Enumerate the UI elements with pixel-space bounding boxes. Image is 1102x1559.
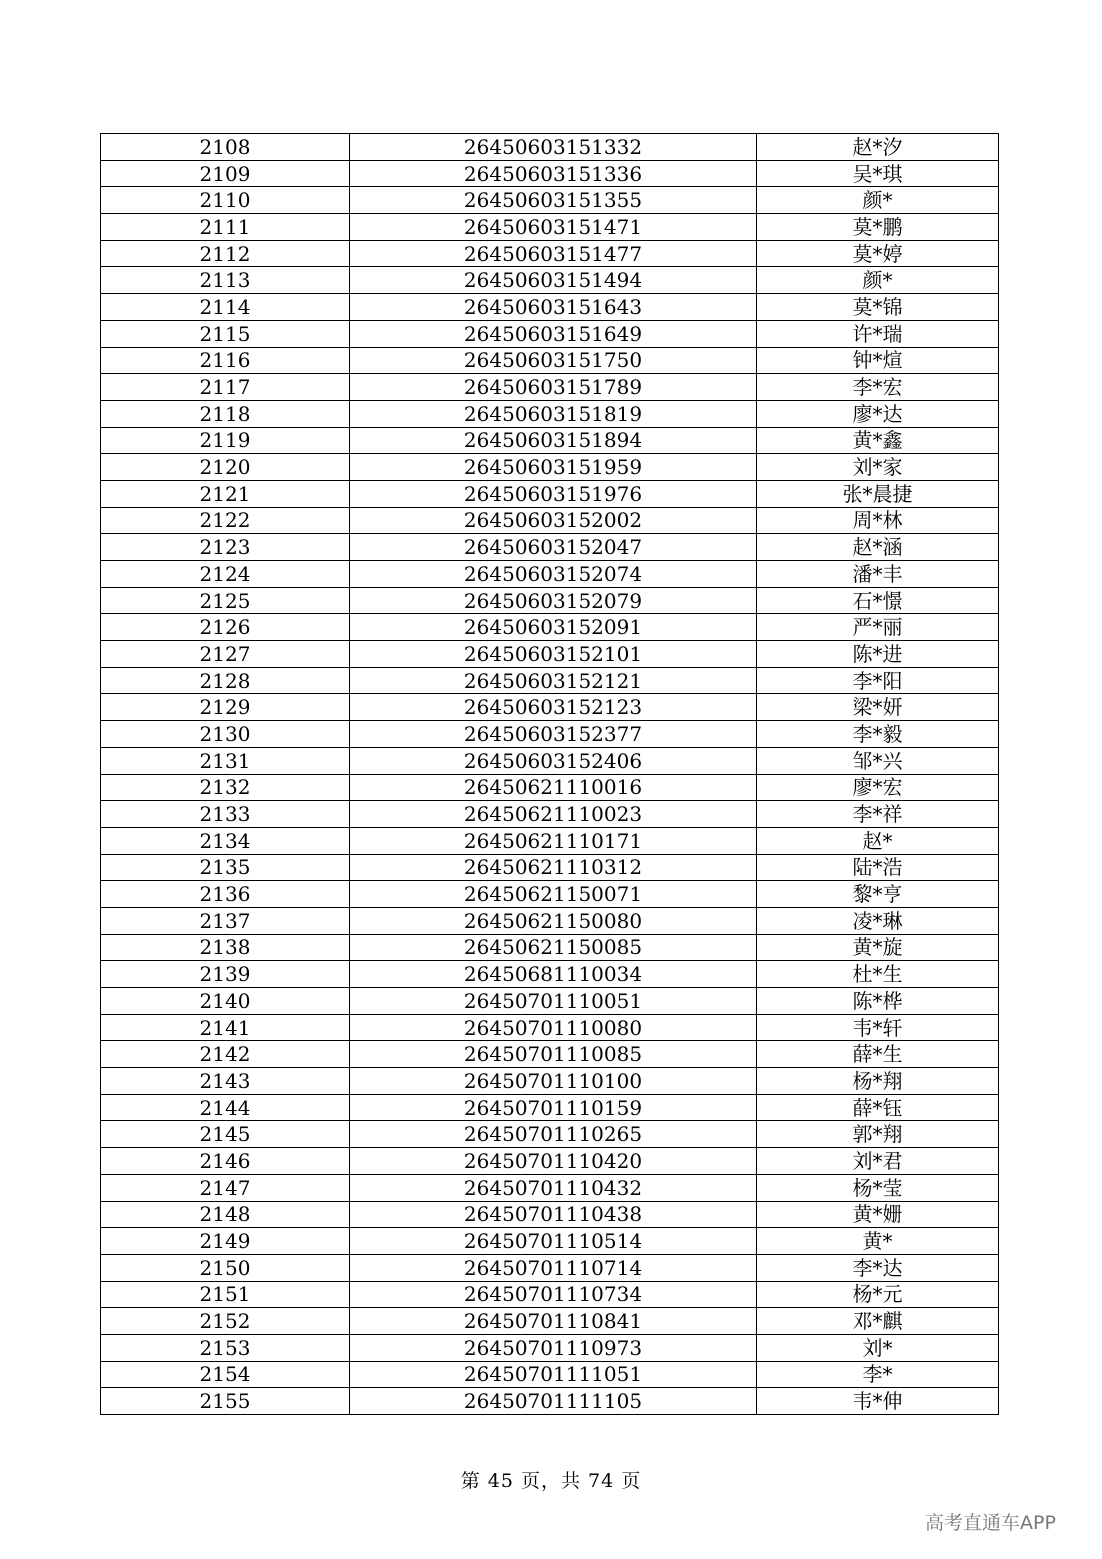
student-name-cell: 韦*轩 <box>757 1014 999 1041</box>
row-index-cell: 2121 <box>101 480 350 507</box>
table-row <box>101 934 999 961</box>
table-row <box>101 587 999 614</box>
row-index-cell: 2136 <box>101 881 350 908</box>
student-name-cell: 张*晨捷 <box>757 480 999 507</box>
row-index-cell: 2145 <box>101 1121 350 1148</box>
table-row <box>101 1014 999 1041</box>
student-name-cell: 刘*家 <box>757 454 999 481</box>
exam-number-cell: 26450603151819 <box>350 400 757 427</box>
exam-number-cell: 26450701110265 <box>350 1121 757 1148</box>
exam-number-cell: 26450701110420 <box>350 1148 757 1175</box>
exam-number-cell: 26450621150085 <box>350 934 757 961</box>
student-name-cell: 刘*君 <box>757 1148 999 1175</box>
row-index-cell: 2148 <box>101 1201 350 1228</box>
table-row <box>101 667 999 694</box>
row-index-cell: 2146 <box>101 1148 350 1175</box>
exam-number-cell: 26450701110734 <box>350 1281 757 1308</box>
exam-number-cell: 26450701110159 <box>350 1094 757 1121</box>
student-name-cell: 黄* <box>757 1228 999 1255</box>
student-name-cell: 韦*伸 <box>757 1388 999 1415</box>
table-row <box>101 881 999 908</box>
table-row <box>101 214 999 241</box>
table-row <box>101 1068 999 1095</box>
student-name-cell: 刘* <box>757 1334 999 1361</box>
table-row <box>101 1094 999 1121</box>
table-row <box>101 1388 999 1415</box>
exam-number-cell: 26450603152406 <box>350 747 757 774</box>
row-index-cell: 2142 <box>101 1041 350 1068</box>
student-name-cell: 石*憬 <box>757 587 999 614</box>
student-name-cell: 杨*莹 <box>757 1174 999 1201</box>
student-name-cell: 陈*进 <box>757 641 999 668</box>
row-index-cell: 2139 <box>101 961 350 988</box>
table-row <box>101 454 999 481</box>
row-index-cell: 2143 <box>101 1068 350 1095</box>
student-name-cell: 薛*生 <box>757 1041 999 1068</box>
row-index-cell: 2137 <box>101 907 350 934</box>
exam-number-cell: 26450603151477 <box>350 240 757 267</box>
row-index-cell: 2130 <box>101 721 350 748</box>
row-index-cell: 2133 <box>101 801 350 828</box>
student-name-cell: 杨*翔 <box>757 1068 999 1095</box>
student-name-cell: 凌*琳 <box>757 907 999 934</box>
exam-number-cell: 26450603151959 <box>350 454 757 481</box>
exam-number-cell: 26450603151643 <box>350 294 757 321</box>
table-row <box>101 1254 999 1281</box>
row-index-cell: 2152 <box>101 1308 350 1335</box>
student-name-cell: 陈*桦 <box>757 988 999 1015</box>
student-name-cell: 邓*麒 <box>757 1308 999 1335</box>
exam-number-cell: 26450701111051 <box>350 1361 757 1388</box>
student-name-cell: 周*林 <box>757 507 999 534</box>
row-index-cell: 2123 <box>101 534 350 561</box>
student-name-cell: 廖*达 <box>757 400 999 427</box>
student-name-cell: 赵*汐 <box>757 134 999 161</box>
table-row <box>101 1041 999 1068</box>
table-row <box>101 1121 999 1148</box>
student-name-cell: 颜* <box>757 267 999 294</box>
student-name-cell: 钟*煊 <box>757 347 999 374</box>
table-row <box>101 400 999 427</box>
exam-number-cell: 26450603152101 <box>350 641 757 668</box>
exam-number-cell: 26450603151976 <box>350 480 757 507</box>
exam-number-cell: 26450603152123 <box>350 694 757 721</box>
row-index-cell: 2147 <box>101 1174 350 1201</box>
student-name-cell: 李*毅 <box>757 721 999 748</box>
exam-number-cell: 26450701110432 <box>350 1174 757 1201</box>
exam-number-cell: 26450603151494 <box>350 267 757 294</box>
table-row <box>101 534 999 561</box>
exam-number-cell: 26450621150080 <box>350 907 757 934</box>
student-name-cell: 严*丽 <box>757 614 999 641</box>
row-index-cell: 2111 <box>101 214 350 241</box>
exam-number-cell: 26450621110312 <box>350 854 757 881</box>
row-index-cell: 2127 <box>101 641 350 668</box>
row-index-cell: 2108 <box>101 134 350 161</box>
table-row <box>101 1361 999 1388</box>
exam-number-cell: 26450603151649 <box>350 320 757 347</box>
row-index-cell: 2150 <box>101 1254 350 1281</box>
table-row <box>101 614 999 641</box>
exam-number-cell: 26450603152377 <box>350 721 757 748</box>
exam-number-cell: 26450621150071 <box>350 881 757 908</box>
exam-number-cell: 26450603152002 <box>350 507 757 534</box>
student-name-cell: 赵*涵 <box>757 534 999 561</box>
table-row <box>101 641 999 668</box>
exam-number-cell: 26450603152079 <box>350 587 757 614</box>
exam-number-cell: 26450621110171 <box>350 827 757 854</box>
exam-number-cell: 26450603152047 <box>350 534 757 561</box>
row-index-cell: 2118 <box>101 400 350 427</box>
table-row <box>101 294 999 321</box>
table-row <box>101 774 999 801</box>
row-index-cell: 2154 <box>101 1361 350 1388</box>
row-index-cell: 2132 <box>101 774 350 801</box>
row-index-cell: 2122 <box>101 507 350 534</box>
table-row <box>101 694 999 721</box>
row-index-cell: 2149 <box>101 1228 350 1255</box>
student-name-cell: 黄*鑫 <box>757 427 999 454</box>
exam-number-cell: 26450603151336 <box>350 160 757 187</box>
student-name-cell: 梁*妍 <box>757 694 999 721</box>
table-row <box>101 347 999 374</box>
exam-number-cell: 26450681110034 <box>350 961 757 988</box>
admission-list-table <box>100 133 999 1415</box>
row-index-cell: 2124 <box>101 561 350 588</box>
table-row <box>101 160 999 187</box>
row-index-cell: 2144 <box>101 1094 350 1121</box>
exam-number-cell: 26450701110714 <box>350 1254 757 1281</box>
table-row <box>101 721 999 748</box>
exam-number-cell: 26450701110438 <box>350 1201 757 1228</box>
exam-number-cell: 26450603152091 <box>350 614 757 641</box>
student-name-cell: 杨*元 <box>757 1281 999 1308</box>
row-index-cell: 2129 <box>101 694 350 721</box>
student-name-cell: 潘*丰 <box>757 561 999 588</box>
student-name-cell: 莫*婷 <box>757 240 999 267</box>
row-index-cell: 2140 <box>101 988 350 1015</box>
student-name-cell: 李*达 <box>757 1254 999 1281</box>
row-index-cell: 2151 <box>101 1281 350 1308</box>
student-name-cell: 李*祥 <box>757 801 999 828</box>
student-name-cell: 邹*兴 <box>757 747 999 774</box>
table-row <box>101 267 999 294</box>
table-row <box>101 1174 999 1201</box>
table-row <box>101 240 999 267</box>
row-index-cell: 2117 <box>101 374 350 401</box>
table-body <box>101 134 999 1415</box>
exam-number-cell: 26450701110085 <box>350 1041 757 1068</box>
exam-number-cell: 26450603151332 <box>350 134 757 161</box>
exam-number-cell: 26450603151750 <box>350 347 757 374</box>
page-number-footer: 第 45 页，共 74 页 <box>460 1470 642 1492</box>
student-name-cell: 赵* <box>757 827 999 854</box>
exam-number-cell: 26450603151894 <box>350 427 757 454</box>
row-index-cell: 2115 <box>101 320 350 347</box>
student-name-cell: 黄*旋 <box>757 934 999 961</box>
row-index-cell: 2112 <box>101 240 350 267</box>
student-name-cell: 许*瑞 <box>757 320 999 347</box>
exam-number-cell: 26450701110051 <box>350 988 757 1015</box>
app-watermark: 高考直通车APP <box>925 1512 1056 1534</box>
exam-number-cell: 26450701111105 <box>350 1388 757 1415</box>
row-index-cell: 2110 <box>101 187 350 214</box>
row-index-cell: 2125 <box>101 587 350 614</box>
row-index-cell: 2120 <box>101 454 350 481</box>
table-row <box>101 134 999 161</box>
table-row <box>101 1228 999 1255</box>
table-row <box>101 827 999 854</box>
row-index-cell: 2153 <box>101 1334 350 1361</box>
row-index-cell: 2155 <box>101 1388 350 1415</box>
table-row <box>101 1281 999 1308</box>
table-row <box>101 427 999 454</box>
student-name-cell: 陆*浩 <box>757 854 999 881</box>
exam-number-cell: 26450603151471 <box>350 214 757 241</box>
row-index-cell: 2134 <box>101 827 350 854</box>
exam-number-cell: 26450603151355 <box>350 187 757 214</box>
student-name-cell: 薛*钰 <box>757 1094 999 1121</box>
student-name-cell: 莫*鹏 <box>757 214 999 241</box>
student-name-cell: 李*阳 <box>757 667 999 694</box>
table-row <box>101 854 999 881</box>
table-row <box>101 374 999 401</box>
exam-number-cell: 26450701110841 <box>350 1308 757 1335</box>
exam-number-cell: 26450701110100 <box>350 1068 757 1095</box>
row-index-cell: 2135 <box>101 854 350 881</box>
table-row <box>101 1308 999 1335</box>
student-name-cell: 颜* <box>757 187 999 214</box>
exam-number-cell: 26450603152074 <box>350 561 757 588</box>
table-row <box>101 801 999 828</box>
row-index-cell: 2141 <box>101 1014 350 1041</box>
row-index-cell: 2114 <box>101 294 350 321</box>
student-name-cell: 李*宏 <box>757 374 999 401</box>
row-index-cell: 2128 <box>101 667 350 694</box>
exam-number-cell: 26450621110016 <box>350 774 757 801</box>
exam-number-cell: 26450603151789 <box>350 374 757 401</box>
row-index-cell: 2113 <box>101 267 350 294</box>
exam-number-cell: 26450603152121 <box>350 667 757 694</box>
row-index-cell: 2119 <box>101 427 350 454</box>
student-name-cell: 莫*锦 <box>757 294 999 321</box>
row-index-cell: 2116 <box>101 347 350 374</box>
row-index-cell: 2109 <box>101 160 350 187</box>
table-row <box>101 320 999 347</box>
row-index-cell: 2131 <box>101 747 350 774</box>
exam-number-cell: 26450701110080 <box>350 1014 757 1041</box>
table-row <box>101 480 999 507</box>
student-name-cell: 黄*姗 <box>757 1201 999 1228</box>
table-row <box>101 1334 999 1361</box>
table-row <box>101 747 999 774</box>
student-name-cell: 杜*生 <box>757 961 999 988</box>
exam-number-cell: 26450621110023 <box>350 801 757 828</box>
student-name-cell: 吴*琪 <box>757 160 999 187</box>
table-row <box>101 961 999 988</box>
row-index-cell: 2138 <box>101 934 350 961</box>
table-row <box>101 561 999 588</box>
exam-number-cell: 26450701110973 <box>350 1334 757 1361</box>
table-row <box>101 1148 999 1175</box>
row-index-cell: 2126 <box>101 614 350 641</box>
table-row <box>101 988 999 1015</box>
exam-number-cell: 26450701110514 <box>350 1228 757 1255</box>
table-row <box>101 187 999 214</box>
student-name-cell: 李* <box>757 1361 999 1388</box>
student-name-cell: 郭*翔 <box>757 1121 999 1148</box>
table-row <box>101 1201 999 1228</box>
table-row <box>101 507 999 534</box>
student-name-cell: 黎*亨 <box>757 881 999 908</box>
student-name-cell: 廖*宏 <box>757 774 999 801</box>
table-row <box>101 907 999 934</box>
